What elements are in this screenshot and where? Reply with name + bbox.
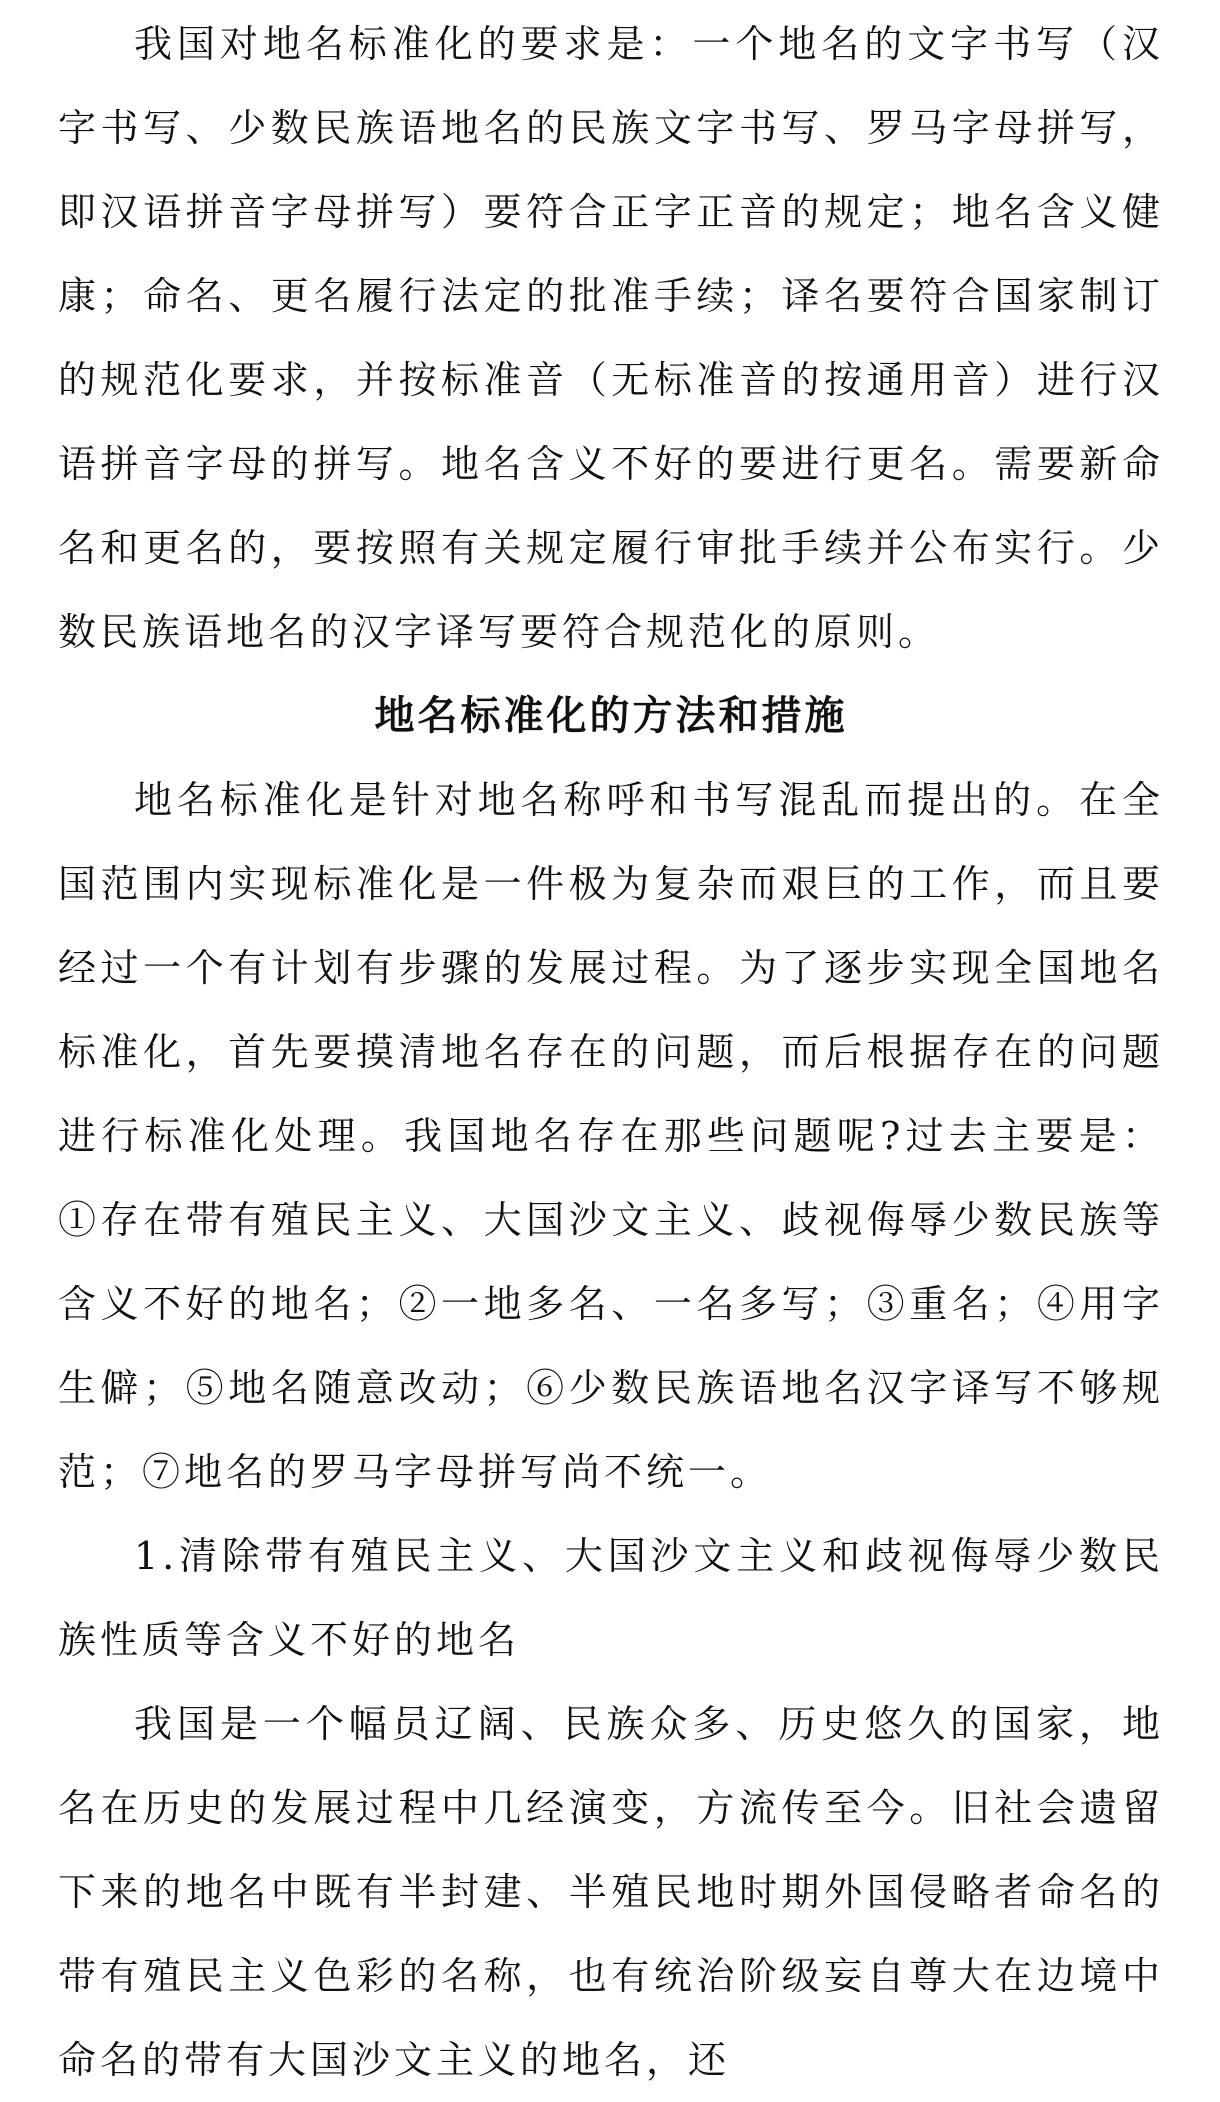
section-heading: 地名标准化的方法和措施 [374, 693, 848, 739]
paragraph-item-1-title: 1.清除带有殖民主义、大国沙文主义和歧视侮辱少数民族性质等含义不好的地名 [58, 1534, 1164, 1662]
paragraph-standardization-overview: 地名标准化是针对地名称呼和书写混乱而提出的。在全国范围内实现标准化是一件极为复杂而艰巨的工作，而且要经过一个有计划有步骤的发展过程。为了逐步实现全国地名标准化，首先要摸清地名存在的问题，而后根据存在的问题进行标准化处理。我国地名存在那些问题呢?过去主要是：①存在带有殖民主义、大国沙文主义、歧视侮辱少数民族等含义不好的地名；②一地多名、一名多写；③重名；④用字生僻；⑤地名随意改动；⑥少数民族语地名汉字译写不够规范；⑦地名的罗马字母拼写尚不统一。 [58, 778, 1164, 1494]
document-page [58, 0, 1164, 2102]
paragraph-history-of-names: 我国是一个幅员辽阔、民族众多、历史悠久的国家，地名在历史的发展过程中几经演变，方流传至今。旧社会遗留下来的地名中既有半封建、半殖民地时期外国侵略者命名的带有殖民主义色彩的名称，也有统治阶级妄自尊大在边境中命名的带有大国沙文主义的地名，还 [58, 1702, 1164, 2082]
paragraph-standardization-requirements: 我国对地名标准化的要求是：一个地名的文字书写（汉字书写、少数民族语地名的民族文字书写、罗马字母拼写，即汉语拼音字母拼写）要符合正字正音的规定；地名含义健康；命名、更名履行法定的批准手续；译名要符合国家制订的规范化要求，并按标准音（无标准音的按通用音）进行汉语拼音字母的拼写。地名含义不好的要进行更名。需要新命名和更名的，要按照有关规定履行审批手续并公布实行。少数民族语地名的汉字译写要符合规范化的原则。 [58, 22, 1164, 654]
